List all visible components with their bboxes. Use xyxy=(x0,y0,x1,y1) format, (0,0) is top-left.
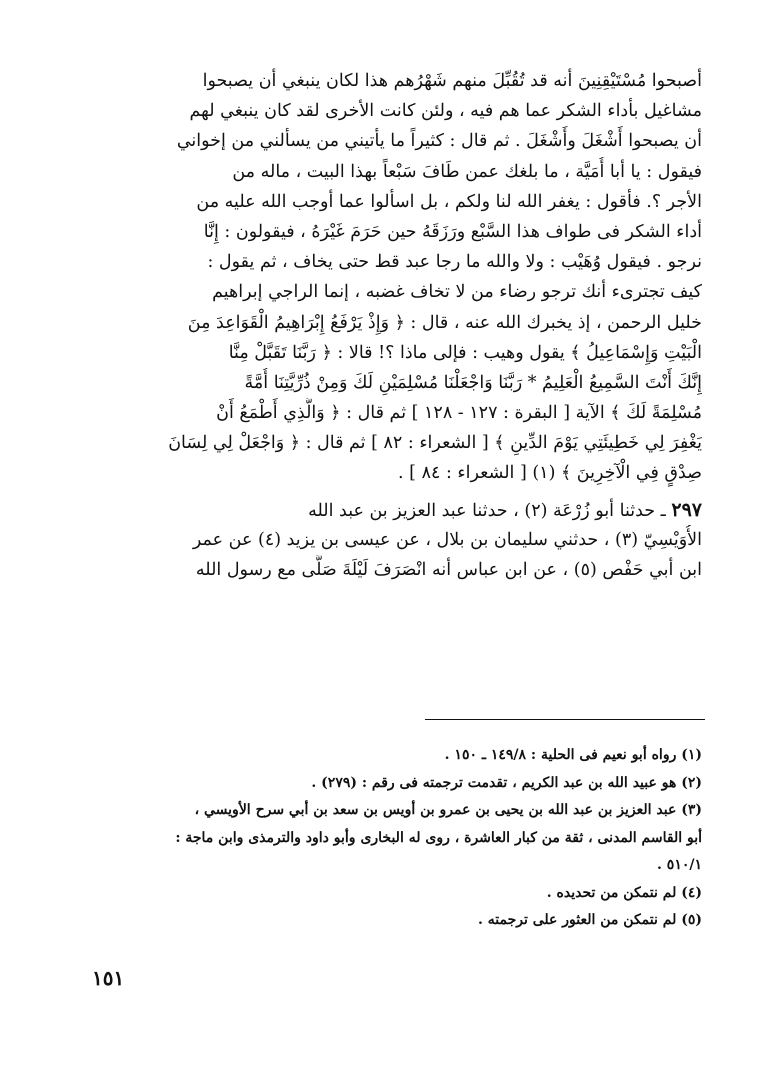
text-line: نرجو . فيقول وُهَيْب : ولا والله ما رجا عبد قط حتى يخاف ، ثم يقول : xyxy=(207,252,702,273)
footnote: (٢) هو عبيد الله بن عبد الكريم ، تقدمت ترجمته فى رقم : (٢٧٩) . xyxy=(311,774,702,791)
footnote: ٥١٠/١ . xyxy=(657,857,702,873)
footnote: (٤) لم نتمكن من تحديده . xyxy=(546,884,702,901)
footnote: (٥) لم نتمكن من العثور على ترجمته . xyxy=(478,912,702,928)
footnotes xyxy=(92,742,702,935)
text-line: مُسْلِمَةً لَكَ ﴾ الآية [ البقرة : ١٢٧ - ١٢٨ ] ثم قال : ﴿ وَالَّذِي أَطْمَعُ أَنْ xyxy=(216,403,702,424)
text-line: الْبَيْتِ وَإِسْمَاعِيلُ ﴾ يقول وهيب : فإلى ماذا ؟! قالا : ﴿ رَبَّنَا تَقَبَّلْ مِنَّا xyxy=(228,342,702,363)
footnote: أبو القاسم المدنى ، ثقة من كبار العاشرة ، روى له البخارى وأبو داود والترمذى وابن ماجة : xyxy=(175,829,702,846)
text-line: أصبحوا مُسْتَيْقِنِينَ أنه قد تُقُبِّلَ منهم شَهْرُهم هذا لكان ينبغي أن يصبحوا xyxy=(202,71,702,91)
hadith-first-line xyxy=(92,495,702,525)
text-line: الأجر ؟. فأقول : يغفر الله لنا ولكم ، بل اسألوا عما أوجب الله عليه من xyxy=(196,191,702,212)
hadith-dash: ـ xyxy=(655,500,672,521)
text-line: مشاغيل بأداء الشكر عما هم فيه ، ولئن كانت الأخرى لقد كان ينبغي لهم xyxy=(189,101,702,122)
text-line: أداء الشكر فى طواف هذا السَّبْع ورَزَقَهُ حين حَرَمَ غَيْرَهُ ، فيقولون : إِنَّا xyxy=(203,221,702,242)
text-line: كيف تجترىء أنك ترجو رضاء من لا تخاف غضبه ، إنما الراجي إبراهيم xyxy=(212,282,702,303)
footnote: (١) رواه أبو نعيم فى الحلية : ١٤٩/٨ ـ ١٥٠ . xyxy=(444,747,702,763)
text-line: أن يصبحوا أَشْغَلَ وأَشْغَلَ . ثم قال : كثيراً ما يأتيني من يسألني من إخواني xyxy=(176,131,702,152)
text-line: إِنَّكَ أَنْتَ السَّمِيعُ الْعَلِيمُ * رَبَّنَا وَاجْعَلْنَا مُسْلِمَيْنِ لَكَ وَمِنْ ذُرِّيَّتِنَا أُمَّةً xyxy=(244,372,702,393)
hadith-section xyxy=(92,495,702,586)
text-line: فيقول : يا أبا أُمَيَّة ، ما بلغك عمن طَافَ سَبْعاً بهذا البيت ، ماله من xyxy=(232,161,702,182)
hadith-first-text: حدثنا أبو زُرْعَة (٢) ، حدثنا عبد العزيز بن عبد الله xyxy=(308,500,656,521)
hadith-number: ٢٩٧ xyxy=(671,498,702,521)
text-line: يَغْفِرَ لِي خَطِيئَتِي يَوْمَ الدِّينِ ﴾ [ الشعراء : ٨٢ ] ثم قال : ﴿ وَاجْعَلْ لِي لِسَانَ xyxy=(168,433,702,454)
main-text xyxy=(92,66,702,585)
text-line: الأُوَيْسِيّ (٣) ، حدثني سليمان بن بلال ، عن عيسى بن يزيد (٤) عن عمر xyxy=(192,529,702,550)
text-line: خليل الرحمن ، إذ يخبرك الله عنه ، قال : ﴿ وَإِذْ يَرْفَعُ إِبْرَاهِيمُ الْقَوَاعِدَ مِنَ xyxy=(187,312,702,333)
text-line: ابن أبي حَفْص (٥) ، عن ابن عباس أنه انْصَرَفَ لَيْلَةَ صَلَّى مع رسول الله xyxy=(195,560,702,580)
page-number: ١٥١ xyxy=(92,966,125,990)
footnote: (٣) عبد العزيز بن عبد الله بن يحيى بن عمرو بن أويس بن سعد بن أبي سرح الأويسي ، xyxy=(194,802,702,818)
text-line: صِدْقٍ فِي الْآخِرِينَ ﴾ (١) [ الشعراء : ٨٤ ] . xyxy=(398,463,702,484)
footnote-divider xyxy=(425,719,705,720)
